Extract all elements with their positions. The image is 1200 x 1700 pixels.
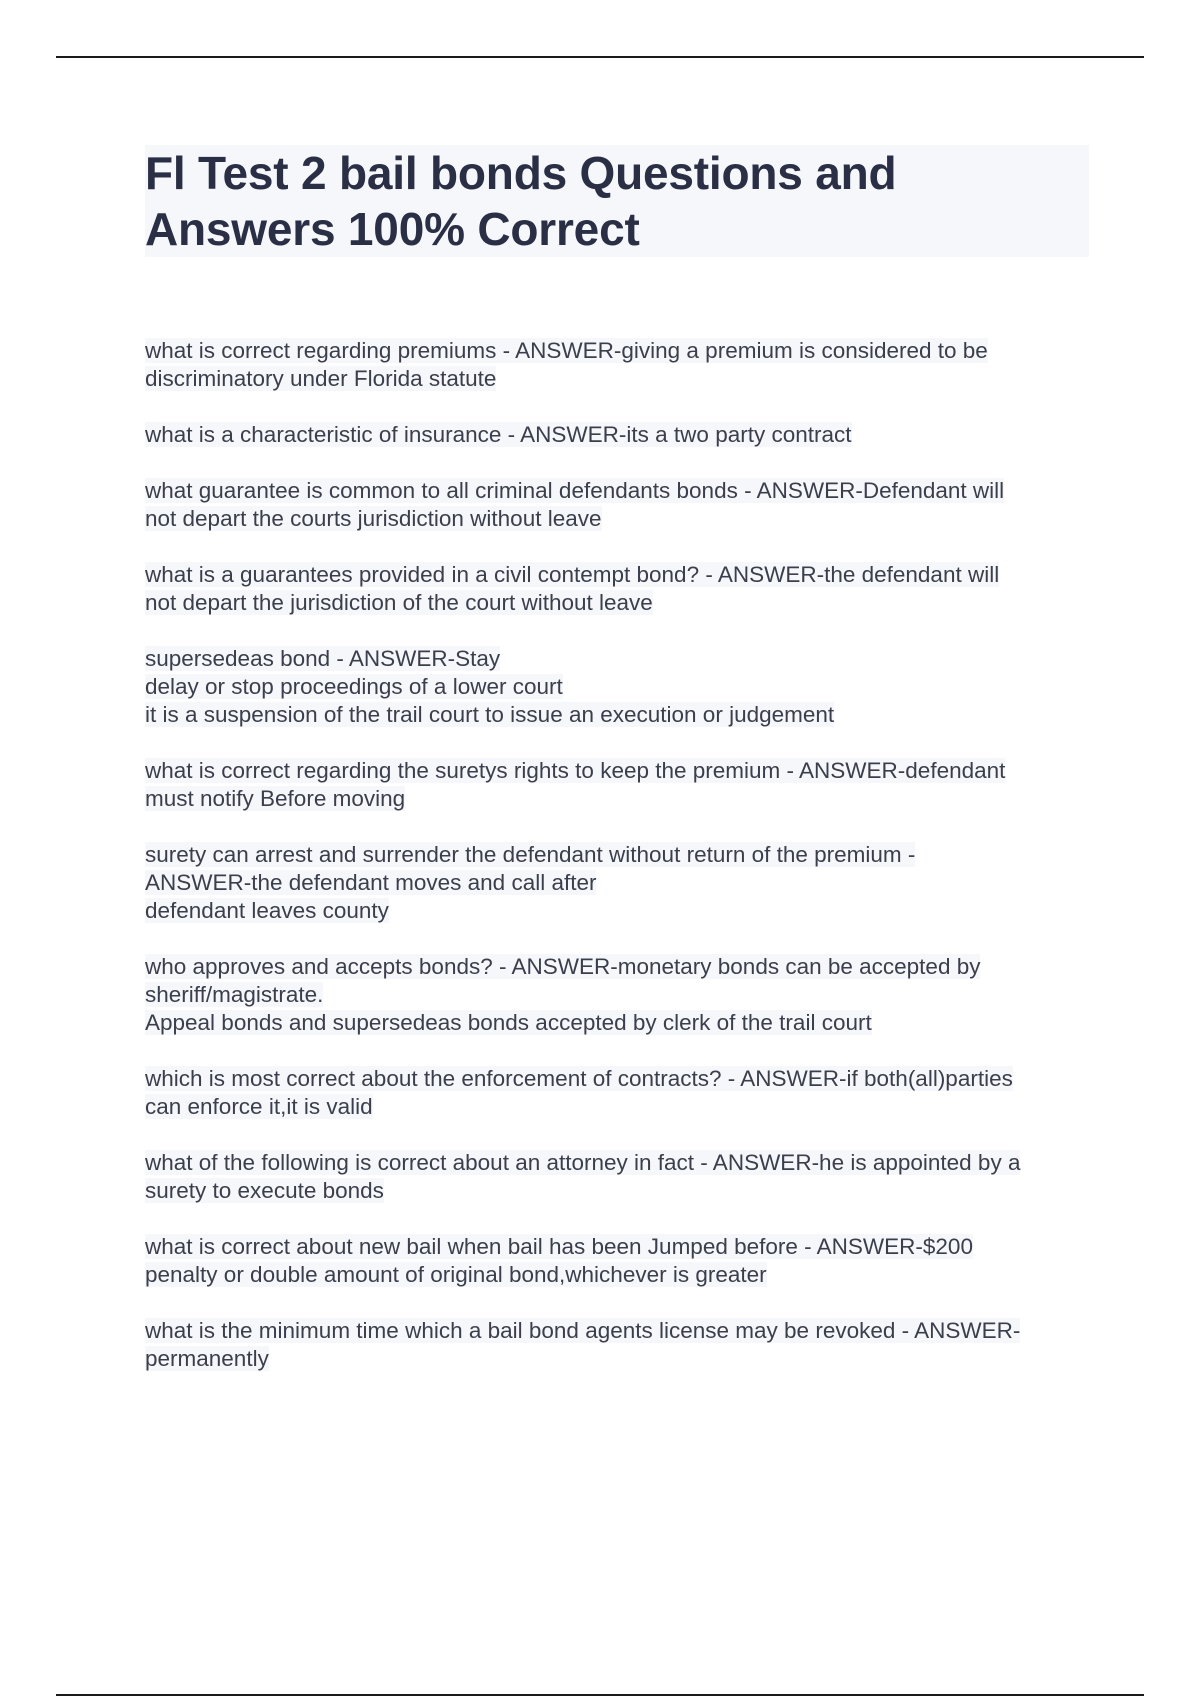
qa-item bbox=[145, 645, 1095, 729]
top-rule bbox=[56, 56, 1144, 58]
qa-item bbox=[145, 841, 1095, 925]
qa-text: what is a guarantees provided in a civil contempt bond? - ANSWER-the defendant will not depart the jurisdiction of the court without leave bbox=[145, 562, 1000, 615]
qa-text: which is most correct about the enforcement of contracts? - ANSWER-if both(all)parties can enforce it,it is valid bbox=[145, 1066, 1013, 1119]
qa-text: who approves and accepts bonds? - ANSWER-monetary bonds can be accepted by sheriff/magistrate. Appeal bonds and supersedeas bonds accepted by clerk of the trail court bbox=[145, 954, 981, 1035]
qa-text: what is correct regarding the suretys rights to keep the premium - ANSWER-defendant must notify Before moving bbox=[145, 758, 1006, 811]
qa-text: what is the minimum time which a bail bond agents license may be revoked - ANSWER- permanently bbox=[145, 1318, 1021, 1371]
qa-item bbox=[145, 337, 1095, 393]
qa-text: supersedeas bond - ANSWER-Stay delay or stop proceedings of a lower court it is a suspension of the trail court to issue an execution or judgement bbox=[145, 646, 835, 727]
qa-item bbox=[145, 1233, 1095, 1289]
qa-item bbox=[145, 1065, 1095, 1121]
bottom-rule bbox=[56, 1694, 1144, 1696]
qa-item bbox=[145, 561, 1095, 617]
qa-item bbox=[145, 477, 1095, 533]
document-title: Fl Test 2 bail bonds Questions and Answers 100% Correct bbox=[145, 147, 897, 255]
qa-text: what of the following is correct about an attorney in fact - ANSWER-he is appointed by a surety to execute bonds bbox=[145, 1150, 1021, 1203]
qa-text: what is correct about new bail when bail has been Jumped before - ANSWER-$200 penalty or double amount of original bond,whichever is greater bbox=[145, 1234, 973, 1287]
qa-item bbox=[145, 953, 1095, 1037]
qa-item bbox=[145, 757, 1095, 813]
qa-text: what is a characteristic of insurance - ANSWER-its a two party contract bbox=[145, 422, 852, 447]
qa-list bbox=[145, 337, 1095, 1401]
qa-item bbox=[145, 1149, 1095, 1205]
qa-text: surety can arrest and surrender the defendant without return of the premium - ANSWER-the defendant moves and call after defendant leaves county bbox=[145, 842, 916, 923]
qa-item bbox=[145, 421, 1095, 449]
qa-text: what guarantee is common to all criminal defendants bonds - ANSWER-Defendant will not depart the courts jurisdiction without leave bbox=[145, 478, 1005, 531]
title-block bbox=[145, 145, 1089, 257]
qa-item bbox=[145, 1317, 1095, 1373]
qa-text: what is correct regarding premiums - ANSWER-giving a premium is considered to be discriminatory under Florida statute bbox=[145, 338, 988, 391]
